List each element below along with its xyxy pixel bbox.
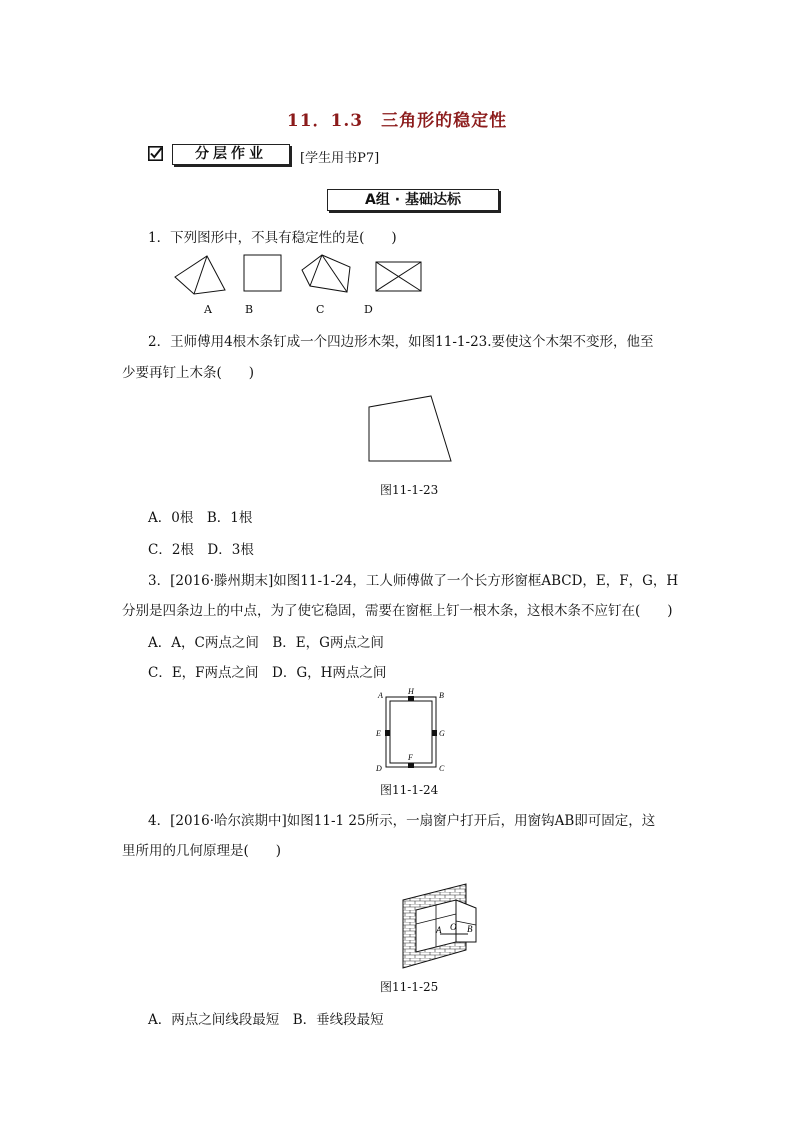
- question-1-text: 1．下列图形中，不具有稳定性的是( ): [148, 230, 397, 246]
- question-4-line-2: 里所用的几何原理是( ): [122, 843, 282, 859]
- question-3-line-2: 分别是四条边上的中点，为了使它稳固，需要在窗框上钉一根木条，这根木条不应钉在( ): [122, 603, 673, 619]
- point-f-label: F: [408, 753, 413, 762]
- question-1-figures: [170, 252, 430, 296]
- label-b: B: [245, 303, 254, 316]
- point-a-label: A: [378, 691, 383, 700]
- figure-11-1-24-caption: 图11-1-24: [380, 783, 439, 797]
- point-e-label: E: [376, 729, 381, 738]
- figure-d-rectangle-diagonals: [376, 262, 421, 291]
- point-o-label: O: [450, 922, 457, 932]
- point-g-label: G: [439, 729, 445, 738]
- layered-homework-badge: 分层作业: [172, 144, 290, 165]
- open-sash: [456, 900, 476, 942]
- point-c-label: C: [439, 764, 445, 773]
- question-3-options-row-2: C．E，F两点之间 D．G，H两点之间: [148, 665, 387, 681]
- question-4-options-row-1: A．两点之间线段最短 B．垂线段最短: [148, 1012, 384, 1028]
- group-a-label: A组 · 基础达标: [327, 189, 499, 211]
- point-e-marker: [385, 730, 390, 736]
- figure-11-1-23-caption: 图11-1-23: [380, 483, 439, 497]
- label-d: D: [364, 303, 373, 316]
- window-frame-figure: [372, 687, 452, 776]
- page-title: 11．1.3 三角形的稳定性: [286, 111, 508, 131]
- checkbox-icon: [148, 146, 163, 161]
- point-b-label: B: [439, 691, 444, 700]
- label-a: A: [204, 303, 212, 316]
- student-book-reference: [学生用书P7]: [300, 151, 380, 166]
- figure-a-triangle-split: [175, 256, 225, 294]
- point-b-label: B: [467, 924, 473, 934]
- question-2-options-row-2: C．2根 D．3根: [148, 542, 254, 558]
- question-3-line-1: 3．[2016·滕州期末]如图11-1-24，工人师傅做了一个长方形窗框ABCD，E，F，G，H: [148, 573, 679, 589]
- open-window-figure: [398, 880, 482, 972]
- question-2-line-1: 2．王师傅用4根木条钉成一个四边形木架，如图11-1-23.要使这个木架不变形，他至: [148, 334, 654, 350]
- question-2-options-row-1: A．0根 B．1根: [148, 510, 253, 526]
- figure-c-pentagon-triangulated: [302, 255, 350, 292]
- question-3-options-row-1: A．A，C两点之间 B．E，G两点之间: [148, 635, 384, 651]
- question-4-line-1: 4．[2016·哈尔滨期中]如图11-1 25所示，一扇窗户打开后，用窗钩AB即可固定，这: [148, 813, 656, 829]
- point-a-label: A: [436, 925, 442, 935]
- point-f-marker: [408, 763, 414, 768]
- quadrilateral-frame-figure: [366, 394, 456, 464]
- point-g-marker: [432, 730, 437, 736]
- label-c: C: [316, 303, 325, 316]
- point-h-label: H: [408, 687, 414, 696]
- figure-b-square: [244, 255, 281, 291]
- figure-11-1-25-caption: 图11-1-25: [380, 980, 439, 994]
- question-2-line-2: 少要再钉上木条( ): [122, 365, 255, 381]
- point-d-label: D: [376, 764, 382, 773]
- point-h-marker: [408, 696, 414, 701]
